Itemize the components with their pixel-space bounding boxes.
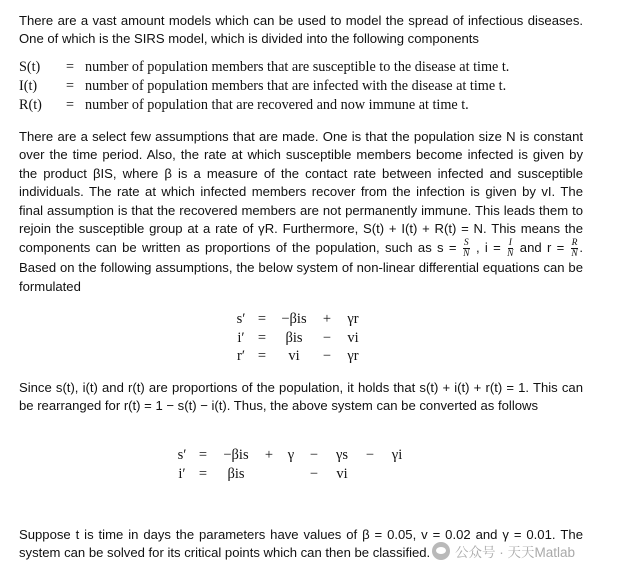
fraction-i: $\frac{I}{N}$: [507, 238, 514, 260]
equation-row-i2: i′ = βis − vi: [178, 465, 348, 482]
fraction-line: of the population, such as s = $\frac{S}{N}$ , i = $\frac{I}{N}$ and r = $\frac{R}{N}$ . Based on the following assumptions,: [19, 238, 584, 276]
wechat-icon: [432, 542, 450, 560]
conversion-paragraph: Since s(t), i(t) and r(t) are proportions of the population, it holds that s(t) + i(t) + r(t) = 1. This can be rearranged for r(t) = 1 − s(t) − i(t). Thus, the above system can be converted as follows: [19, 380, 583, 414]
equation-system-1: [230, 310, 368, 366]
definition-s: S(t) = number of population members that are susceptible to the disease at time t.: [19, 59, 510, 75]
equation-system-2: [172, 446, 412, 483]
equation-row-r: r′ = vi − γr: [236, 348, 359, 364]
fraction-s: $\frac{S}{N}$: [463, 238, 470, 260]
definition-r: R(t) = number of population that are recovered and now immune at time t.: [19, 97, 469, 113]
equation-row-i: i′ = βis − vi: [237, 329, 359, 346]
equation-row-s2: s′ = −βis + γ − γs − γi: [177, 447, 403, 463]
assumptions-paragraph: There are a select few assumptions that are made. One is that the population size N is constant over the time period. Also, the rate at which susceptible members become infected is given by the product βIS, where β is a measure of the contact rate between infected and susceptible individuals. The rate at which infected members recover from the infection is given by vI. The final assumption is that the recovered members are not permanently immune. This leads them to rejoin the susceptible group at a rate of γR. Furthermore, S(t) + I(t) + R(t) = N. This means the components can be written as proportions of the population, such as s = $\frac{S}{N}$ , i = $\frac{I}{N}$ and r = $\frac{R}{N}$ . Based on the following assumptions, the below system of non-linear differential equations can be formulated: [19, 129, 584, 294]
fraction-r: $\frac{R}{N}$: [571, 238, 578, 260]
definitions-list: [19, 58, 599, 115]
closing-paragraph: Suppose t is time in days the parameters have values of β = 0.05, v = 0.02 and γ = 0.01. The system can be solved for its critical points which can then be classified.: [19, 527, 583, 561]
definition-i: I(t) = number of population members that are infected with the disease at time t.: [19, 78, 507, 94]
equation-row-s: s′ = −βis + γr: [236, 311, 359, 327]
intro-paragraph: There are a vast amount models which can be used to model the spread of infectious diseases. One of which is the SIRS model, which is divided into the following components: [19, 13, 584, 47]
watermark: 公众号 · 天天Matlab: [432, 541, 575, 561]
